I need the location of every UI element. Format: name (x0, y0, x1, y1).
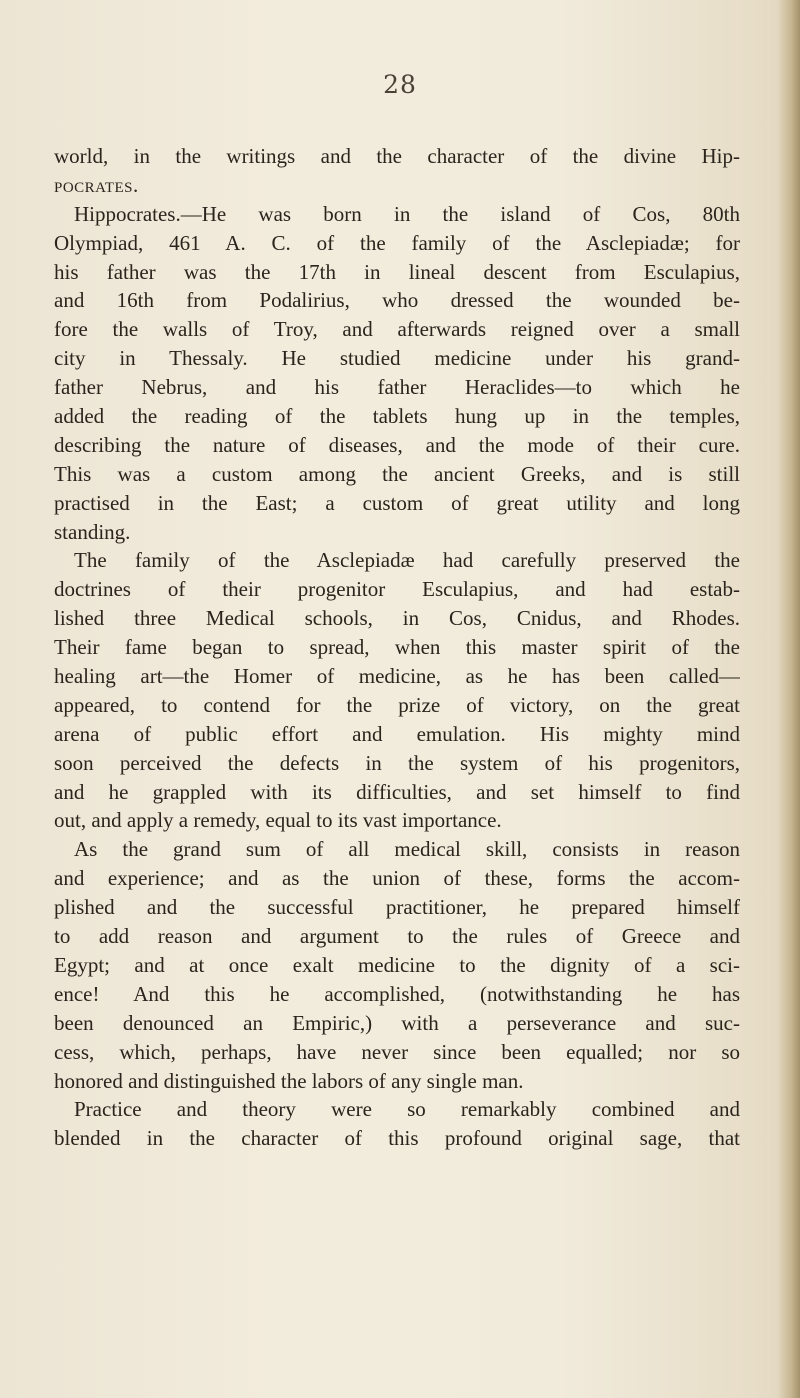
text-line: and 16th from Podalirius, who dressed the wounded be- (54, 288, 740, 313)
text-line: Egypt; and at once exalt medicine to the dignity of a sci- (54, 952, 740, 977)
text-line: standing. (54, 519, 131, 544)
text-line: added the reading of the tablets hung up in the temples, (54, 404, 740, 429)
text-line: pocrates. (54, 172, 139, 197)
text-line: describing the nature of diseases, and the mode of their cure. (54, 432, 740, 457)
text-line: been denounced an Empiric,) with a perseverance and suc- (54, 1010, 740, 1035)
text-line: practised in the East; a custom of great utility and long (54, 490, 740, 515)
text-line: The family of the Asclepiadæ had carefully preserved the (74, 548, 740, 573)
text-line: honored and distinguished the labors of any single man. (54, 1068, 524, 1093)
text-line: plished and the successful practitioner, he prepared himself (54, 895, 740, 920)
text-line: his father was the 17th in lineal descent from Esculapius, (54, 259, 740, 284)
text-line: ence! And this he accomplished, (notwithstanding he has (54, 981, 740, 1006)
text-line: to add reason and argument to the rules of Greece and (54, 924, 740, 949)
text-line: Their fame began to spread, when this master spirit of the (54, 635, 740, 660)
text-line: city in Thessaly. He studied medicine under his grand- (54, 346, 740, 371)
text-line: soon perceived the defects in the system of his progenitors, (54, 750, 740, 775)
page-number: 28 (383, 70, 417, 99)
text-line: and experience; and as the union of these, forms the accom- (54, 866, 740, 891)
page-edge-shadow (778, 0, 800, 1398)
text-line: Practice and theory were so remarkably combined and (74, 1097, 740, 1122)
text-line: and he grappled with its difficulties, and set himself to find (54, 779, 740, 804)
text-line: blended in the character of this profound original sage, that (54, 1126, 740, 1151)
text-line: lished three Medical schools, in Cos, Cnidus, and Rhodes. (54, 606, 740, 631)
text-line: This was a custom among the ancient Greeks, and is still (54, 461, 740, 486)
text-line: Olympiad, 461 A. C. of the family of the Asclepiadæ; for (54, 230, 740, 255)
text-line: father Nebrus, and his father Heraclides—to which he (54, 375, 740, 400)
text-line: Hippocrates.—He was born in the island of Cos, 80th (74, 201, 740, 226)
text-line: arena of public effort and emulation. His mighty mind (54, 721, 740, 746)
text-line: healing art—the Homer of medicine, as he has been called— (54, 664, 740, 689)
text-line: fore the walls of Troy, and afterwards reigned over a small (54, 317, 740, 342)
text-line: out, and apply a remedy, equal to its vast importance. (54, 808, 502, 833)
text-line: appeared, to contend for the prize of victory, on the great (54, 692, 740, 717)
text-line: cess, which, perhaps, have never since been equalled; nor so (54, 1039, 740, 1064)
text-line: doctrines of their progenitor Esculapius, and had estab- (54, 577, 740, 602)
body-text (54, 142, 740, 1153)
text-line: As the grand sum of all medical skill, consists in reason (74, 837, 740, 862)
text-line: world, in the writings and the character of the divine Hip- (54, 144, 740, 168)
